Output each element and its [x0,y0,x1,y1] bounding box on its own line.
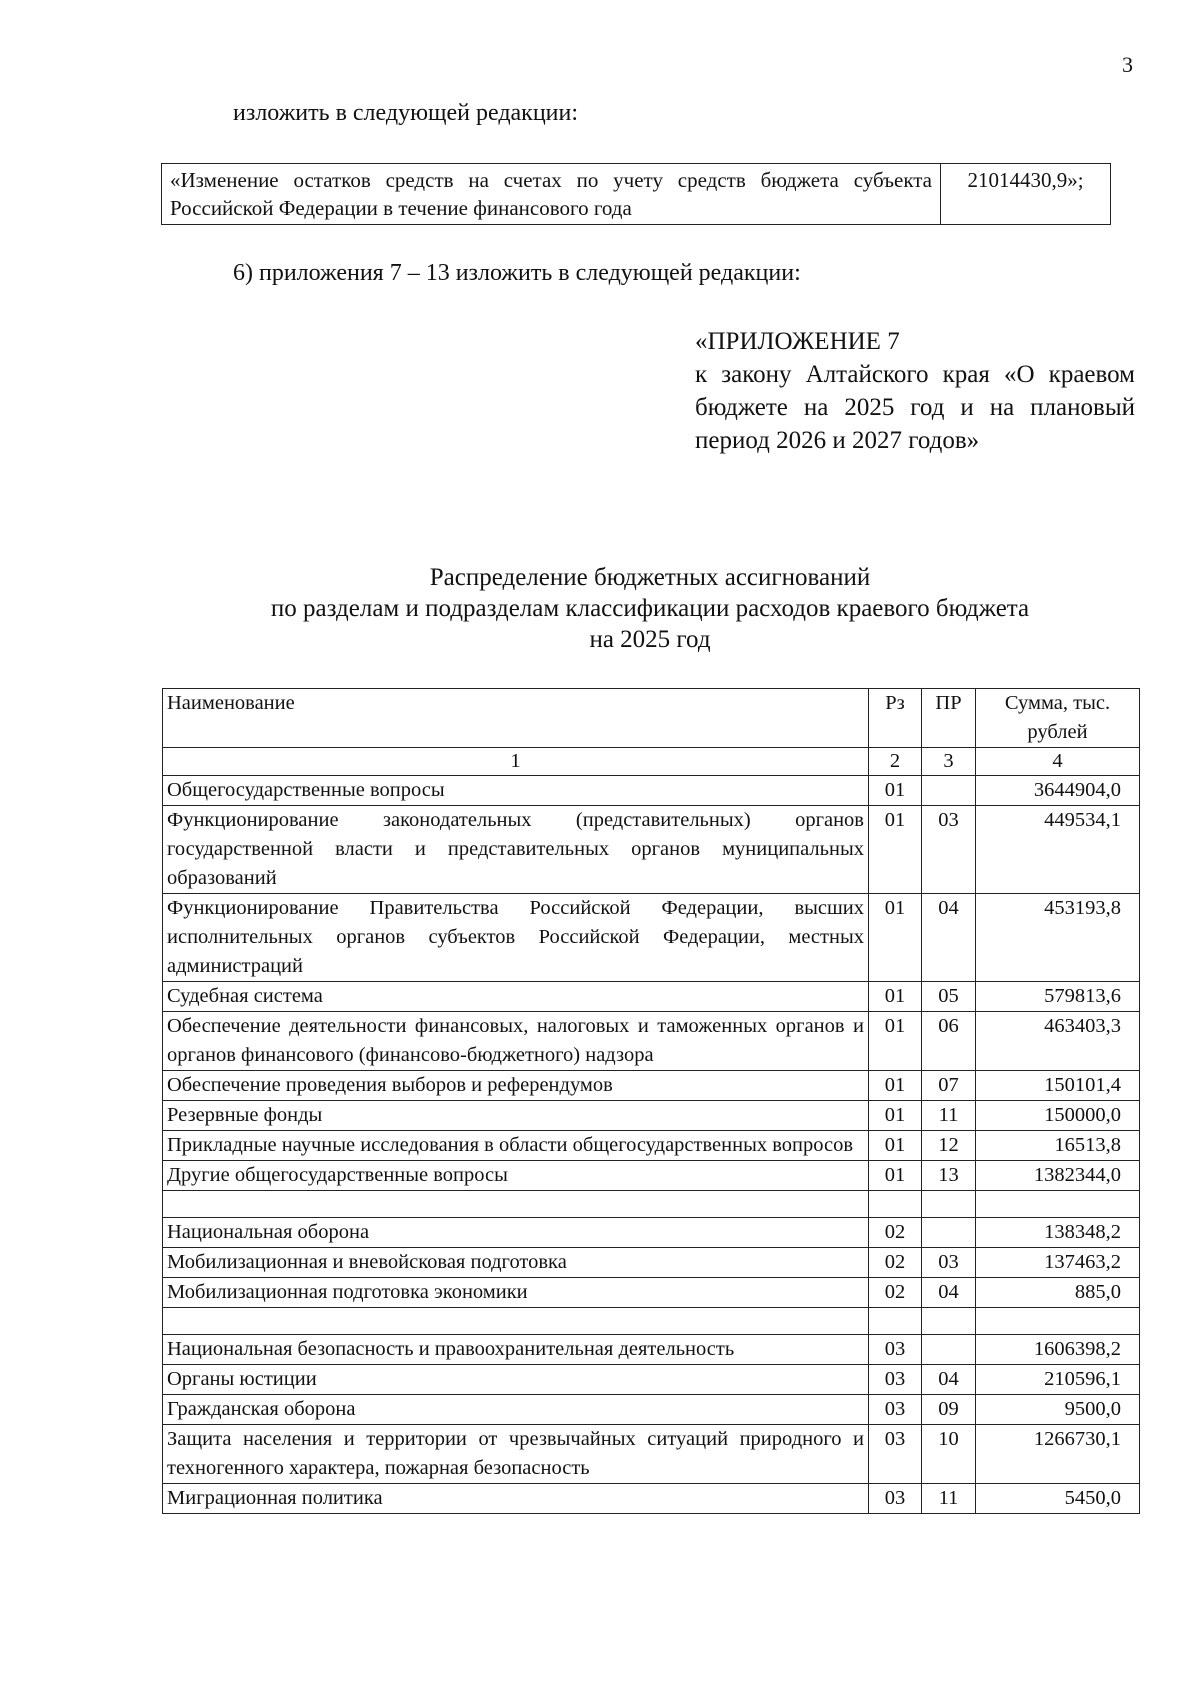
row-rz: 01 [869,1071,922,1101]
page-number: 3 [1122,52,1133,77]
row-rz: 01 [869,776,922,806]
row-sum: 1606398,2 [976,1335,1140,1365]
row-pr: 07 [922,1071,976,1101]
row-rz: 03 [869,1484,922,1514]
row-name: Другие общегосударственные вопросы [163,1161,869,1191]
table-row [163,1191,1140,1218]
row-name: Миграционная политика [163,1484,869,1514]
change-table [161,163,1111,225]
table-row [163,1131,1140,1161]
table-header-row [163,689,1140,748]
table-row [163,1395,1140,1425]
budget-table [162,688,1140,1514]
appendix-subtitle: к закону Алтайского края «О краевом бюджете на 2025 год и на плановый период 2026 и 2027 годов» [695,361,1135,454]
header-sum: Сумма, тыс. рублей [976,689,1140,748]
row-sum: 463403,3 [976,1012,1140,1071]
table-row [163,806,1140,894]
row-rz: 01 [869,1161,922,1191]
row-rz: 01 [869,1131,922,1161]
table-row [163,776,1140,806]
row-name: Мобилизационная подготовка экономики [163,1278,869,1308]
row-pr: 10 [922,1425,976,1484]
row-name: Органы юстиции [163,1365,869,1395]
row-pr: 06 [922,1012,976,1071]
row-pr: 04 [922,1365,976,1395]
document-title-line-3: на 2025 год [589,626,711,653]
row-pr: 03 [922,806,976,894]
table-row [163,1218,1140,1248]
row-sum: 885,0 [976,1278,1140,1308]
row-pr [922,1335,976,1365]
table-row [163,1484,1140,1514]
row-sum: 579813,6 [976,982,1140,1012]
appendix-block [695,325,1135,457]
row-sum: 5450,0 [976,1484,1140,1514]
row-name: Национальная безопасность и правоохранительная деятельность [163,1335,869,1365]
table-row [163,1248,1140,1278]
row-sum: 137463,2 [976,1248,1140,1278]
row-rz: 01 [869,982,922,1012]
row-sum: 16513,8 [976,1131,1140,1161]
row-name: Общегосударственные вопросы [163,776,869,806]
row-rz: 03 [869,1365,922,1395]
row-name [163,1308,869,1335]
row-rz: 03 [869,1425,922,1484]
table-row [163,982,1140,1012]
change-value: 21014430,9»; [941,164,1111,225]
row-pr: 09 [922,1395,976,1425]
document-title-line-2: по разделам и подразделам классификации расходов краевого бюджета [270,595,1030,622]
row-name: Функционирование законодательных (представительных) органов государственной власти и представительных органов муниципальных образований [163,806,869,894]
header-rz: Рз [869,689,922,748]
table-row [163,1425,1140,1484]
index-sum: 4 [976,748,1140,776]
row-pr: 03 [922,1248,976,1278]
row-name: Защита населения и территории от чрезвычайных ситуаций природного и техногенного характера, пожарная безопасность [163,1425,869,1484]
row-name: Мобилизационная и вневойсковая подготовка [163,1248,869,1278]
row-rz: 02 [869,1278,922,1308]
change-description: «Изменение остатков средств на счетах по учету средств бюджета субъекта Российской Федерации в течение финансового года [162,164,941,225]
row-rz: 01 [869,1012,922,1071]
row-name: Прикладные научные исследования в области общегосударственных вопросов [163,1131,869,1161]
row-name: Национальная оборона [163,1218,869,1248]
table-row [163,1012,1140,1071]
table-row [163,1308,1140,1335]
row-name: Гражданская оборона [163,1395,869,1425]
row-rz: 02 [869,1248,922,1278]
lead-text: изложить в следующей редакции: [233,100,579,126]
row-pr: 04 [922,1278,976,1308]
row-rz: 01 [869,894,922,982]
table-row [162,164,1111,225]
row-sum: 1382344,0 [976,1161,1140,1191]
row-sum: 449534,1 [976,806,1140,894]
item-text: 6) приложения 7 – 13 изложить в следующей редакции: [233,260,801,286]
row-pr: 13 [922,1161,976,1191]
row-rz: 01 [869,1101,922,1131]
row-sum: 138348,2 [976,1218,1140,1248]
header-name: Наименование [163,689,869,748]
table-row [163,1365,1140,1395]
row-pr [922,1191,976,1218]
row-sum [976,1191,1140,1218]
row-pr [922,1218,976,1248]
row-pr: 12 [922,1131,976,1161]
row-name [163,1191,869,1218]
row-sum: 3644904,0 [976,776,1140,806]
row-pr: 05 [922,982,976,1012]
row-pr [922,1308,976,1335]
row-pr: 04 [922,894,976,982]
row-sum: 150000,0 [976,1101,1140,1131]
table-row [163,894,1140,982]
row-sum: 210596,1 [976,1365,1140,1395]
table-row [163,1101,1140,1131]
table-row [163,1161,1140,1191]
index-pr: 3 [922,748,976,776]
row-sum: 1266730,1 [976,1425,1140,1484]
document-title-line-1: Распределение бюджетных ассигнований [429,564,871,591]
index-name: 1 [163,748,869,776]
row-pr [922,776,976,806]
document-title [160,562,1140,655]
table-row [163,1071,1140,1101]
table-index-row [163,748,1140,776]
index-rz: 2 [869,748,922,776]
row-pr: 11 [922,1484,976,1514]
row-rz: 03 [869,1335,922,1365]
row-name: Резервные фонды [163,1101,869,1131]
row-sum [976,1308,1140,1335]
row-sum: 453193,8 [976,894,1140,982]
row-rz: 03 [869,1395,922,1425]
row-name: Функционирование Правительства Российской Федерации, высших исполнительных органов субъектов Российской Федерации, местных администраций [163,894,869,982]
row-rz [869,1191,922,1218]
row-rz: 01 [869,806,922,894]
header-pr: ПР [922,689,976,748]
row-name: Судебная система [163,982,869,1012]
row-rz [869,1308,922,1335]
table-row [163,1335,1140,1365]
appendix-title: «ПРИЛОЖЕНИЕ 7 [695,328,900,355]
row-name: Обеспечение деятельности финансовых, налоговых и таможенных органов и органов финансового (финансово-бюджетного) надзора [163,1012,869,1071]
row-rz: 02 [869,1218,922,1248]
row-name: Обеспечение проведения выборов и референдумов [163,1071,869,1101]
row-pr: 11 [922,1101,976,1131]
row-sum: 150101,4 [976,1071,1140,1101]
table-row [163,1278,1140,1308]
row-sum: 9500,0 [976,1395,1140,1425]
